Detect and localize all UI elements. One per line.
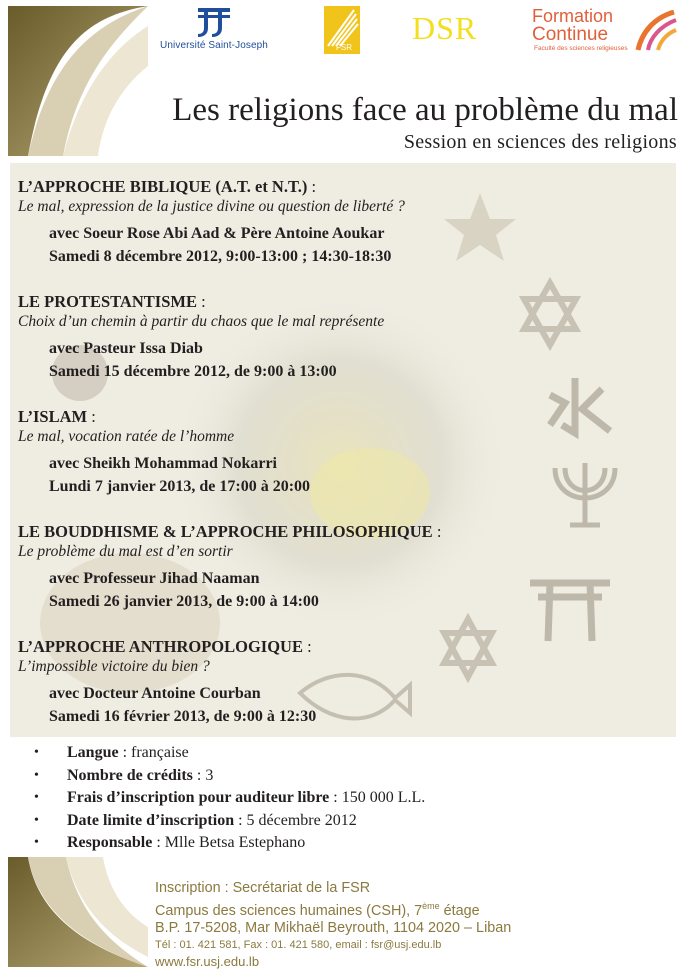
info-value: : 150 000 L.L. <box>329 789 426 807</box>
session-date: Samedi 16 février 2013, de 9:00 à 12:30 <box>49 708 317 725</box>
info-label: Nombre de crédits <box>67 766 193 784</box>
footer-campus-sup: ème <box>422 900 440 911</box>
page-subtitle: Session en sciences des religions <box>403 131 677 153</box>
footer-campus-text: Campus des sciences humaines (CSH), 7 <box>155 902 423 919</box>
fc-logo-line2: Continue <box>532 24 609 45</box>
session-subtitle: Choix d’un chemin à partir du chaos que le mal représente <box>18 313 385 330</box>
footer-inscription: Inscription : Secrétariat de la FSR <box>155 880 371 896</box>
session-heading-suffix: : <box>307 177 317 196</box>
footer-phone-email[interactable]: Tél : 01. 421 581, Fax : 01. 421 580, email : fsr@usj.edu.lb <box>155 939 442 952</box>
fsr-logo <box>324 6 360 54</box>
usj-logo <box>158 6 270 56</box>
session-item <box>18 292 668 383</box>
session-heading: L’APPROCHE ANTHROPOLOGIQUE <box>18 637 303 656</box>
session-subtitle: L’impossible victoire du bien ? <box>18 658 210 675</box>
session-item <box>18 637 668 728</box>
info-value: : 3 <box>192 766 214 784</box>
usj-emblem-icon <box>192 6 236 40</box>
session-heading: LE BOUDDHISME & L’APPROCHE PHILOSOPHIQUE <box>18 522 433 541</box>
info-value: : Mlle Betsa Estephano <box>152 834 306 852</box>
swirl-icon <box>634 10 678 52</box>
info-item-frais <box>34 787 654 810</box>
footer-campus <box>155 898 511 920</box>
session-speaker: avec Docteur Antoine Courban <box>49 685 261 702</box>
bullet-icon: • <box>34 767 39 783</box>
bullet-icon: • <box>34 745 39 760</box>
session-subtitle: Le problème du mal est d’en sortir <box>18 543 233 560</box>
session-heading-suffix: : <box>302 637 312 656</box>
dsr-logo: DSR <box>412 10 478 46</box>
bullet-icon: • <box>34 835 39 851</box>
fsr-logo-text: FSR <box>336 43 352 52</box>
session-date: Samedi 8 décembre 2012, 9:00-13:00 ; 14:30-18:30 <box>49 248 392 265</box>
session-heading: L’APPROCHE BIBLIQUE (A.T. et N.T.) <box>18 177 308 196</box>
footer-address: B.P. 17-5208, Mar Mikhaël Beyrouth, 1104 2020 – Liban <box>155 919 512 936</box>
footer-website-link[interactable]: www.fsr.usj.edu.lb <box>155 954 260 970</box>
session-subtitle: Le mal, expression de la justice divine ou question de liberté ? <box>18 198 405 215</box>
session-speaker: avec Soeur Rose Abi Aad & Père Antoine Aoukar <box>49 225 385 242</box>
session-heading: L’ISLAM <box>18 407 88 426</box>
fc-logo-line1: Formation <box>532 6 614 26</box>
info-value: : française <box>118 744 189 761</box>
session-heading-suffix: : <box>196 292 206 311</box>
info-item-date-limite <box>34 810 654 833</box>
info-value: : 5 décembre 2012 <box>234 811 357 829</box>
session-date: Samedi 26 janvier 2013, de 9:00 à 14:00 <box>49 593 319 610</box>
sessions-list <box>18 177 668 737</box>
session-speaker: avec Sheikh Mohammad Nokarri <box>49 455 277 472</box>
session-item <box>18 522 668 613</box>
course-info-list <box>34 742 654 855</box>
session-speaker: avec Professeur Jihad Naaman <box>49 570 260 587</box>
sessions-panel <box>10 163 676 737</box>
decorative-swoosh-top <box>8 6 148 156</box>
bullet-icon: • <box>34 790 39 806</box>
formation-continue-logo <box>528 6 678 54</box>
info-item-langue <box>34 742 654 765</box>
bullet-icon: • <box>34 812 39 828</box>
info-item-responsable <box>34 832 654 855</box>
info-label: Responsable <box>67 834 153 852</box>
session-heading-suffix: : <box>87 407 96 426</box>
session-heading: LE PROTESTANTISME <box>18 292 197 311</box>
session-heading-suffix: : <box>432 522 442 541</box>
session-speaker: avec Pasteur Issa Diab <box>49 340 203 357</box>
info-item-credits <box>34 765 654 788</box>
footer-campus-etage: étage <box>439 902 480 919</box>
fc-logo-subtitle: Faculté des sciences religieuses <box>534 45 628 52</box>
page-title: Les religions face au problème du mal <box>172 92 678 128</box>
info-label: Frais d’inscription pour auditeur libre <box>67 789 330 807</box>
info-label: Date limite d’inscription <box>67 811 235 829</box>
session-date: Lundi 7 janvier 2013, de 17:00 à 20:00 <box>49 478 311 495</box>
session-item <box>18 407 668 498</box>
session-date: Samedi 15 décembre 2012, de 9:00 à 13:00 <box>49 363 337 380</box>
decorative-swoosh-bottom <box>8 857 148 967</box>
usj-name: Université Saint-Joseph <box>160 40 268 51</box>
info-label: Langue <box>67 744 119 761</box>
session-subtitle: Le mal, vocation ratée de l’homme <box>18 428 235 445</box>
session-item <box>18 177 668 268</box>
footer-contact <box>155 880 511 970</box>
